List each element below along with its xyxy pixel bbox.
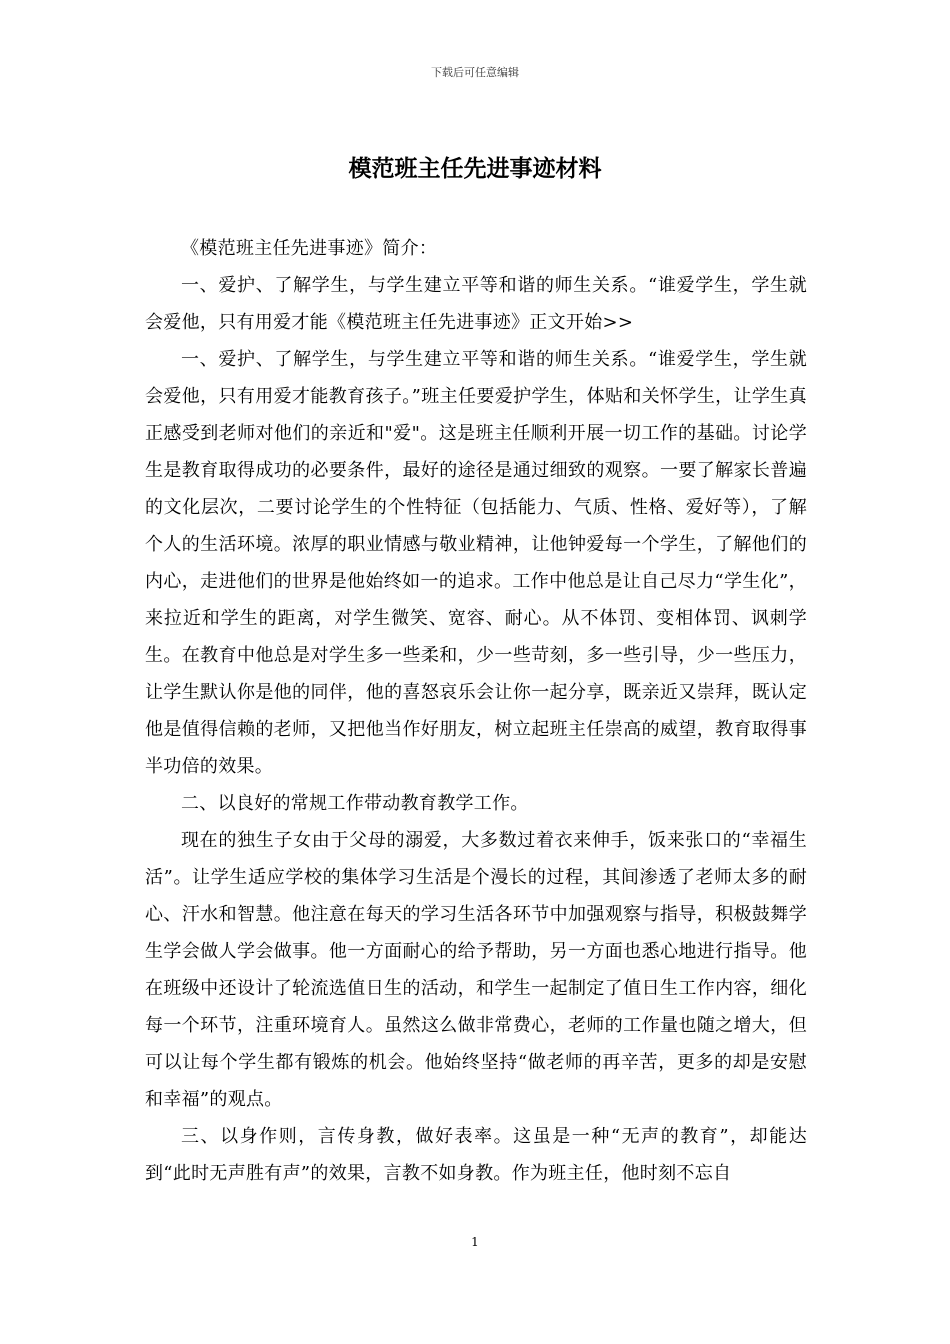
paragraph-intro-label: 《模范班主任先进事迹》简介： <box>181 238 438 259</box>
document-title: 模范班主任先进事迹材料 <box>348 155 602 182</box>
paragraph-section-one: 一、爱护、了解学生，与学生建立平等和谐的师生关系。“谁爱学生，学生就会爱他，只有用爱才能教育孩子。”班主任要爱护学生，体贴和关怀学生，让学生真正感受到老师对他们的亲近和"爱"。这是班主任顺利开展一切工作的基础。讨论学生是教育取得成功的必要条件，最好的途径是通过细致的观察。一要了解家长普遍的文化层次，二要讨论学生的个性特征（包括能力、气质、性格、爱好等），了解个人的生活环境。浓厚的职业情感与敬业精神，让他钟爱每一个学生，了解他们的内心，走进他们的世界是他始终如一的追求。工作中他总是让自己尽力“学生化”，来拉近和学生的距离，对学生微笑、宽容、耐心。从不体罚、变相体罚、讽刺学生。在教育中他总是对学生多一些柔和，少一些苛刻，多一些引导，少一些压力，让学生默认你是他的同伴，他的喜怒哀乐会让你一起分享，既亲近又崇拜，既认定他是值得信赖的老师，又把他当作好朋友，树立起班主任崇高的威望，教育取得事半功倍的效果。 <box>145 349 807 777</box>
paragraph-section-two-heading: 二、以良好的常规工作带动教育教学工作。 <box>181 793 529 814</box>
paragraph-section-two-body: 现在的独生子女由于父母的溺爱，大多数过着衣来伸手，饭来张口的“幸福生活”。让学生适应学校的集体学习生活是个漫长的过程，其间渗透了老师太多的耐心、汗水和智慧。他注意在每天的学习生活各环节中加强观察与指导，积极鼓舞学生学会做人学会做事。他一方面耐心的给予帮助，另一方面也悉心地进行指导。他在班级中还设计了轮流选值日生的活动，和学生一起制定了值日生工作内容，细化每一个环节，注重环境育人。虽然这么做非常费心，老师的工作量也随之增大，但可以让每个学生都有锻炼的机会。他始终坚持“做老师的再辛苦，更多的却是安慰和幸福”的观点。 <box>145 830 807 1110</box>
header-note: 下载后可任意编辑 <box>431 66 519 79</box>
paragraph-summary: 一、爱护、了解学生，与学生建立平等和谐的师生关系。“谁爱学生，学生就会爱他，只有用爱才能《模范班主任先进事迹》正文开始>> <box>145 275 807 333</box>
document-body <box>145 230 807 1192</box>
paragraph-section-three: 三、以身作则，言传身教，做好表率。这虽是一种“无声的教育”，却能达到“此时无声胜有声”的效果，言教不如身教。作为班主任，他时刻不忘自 <box>145 1126 807 1184</box>
page-number: 1 <box>471 1235 479 1249</box>
